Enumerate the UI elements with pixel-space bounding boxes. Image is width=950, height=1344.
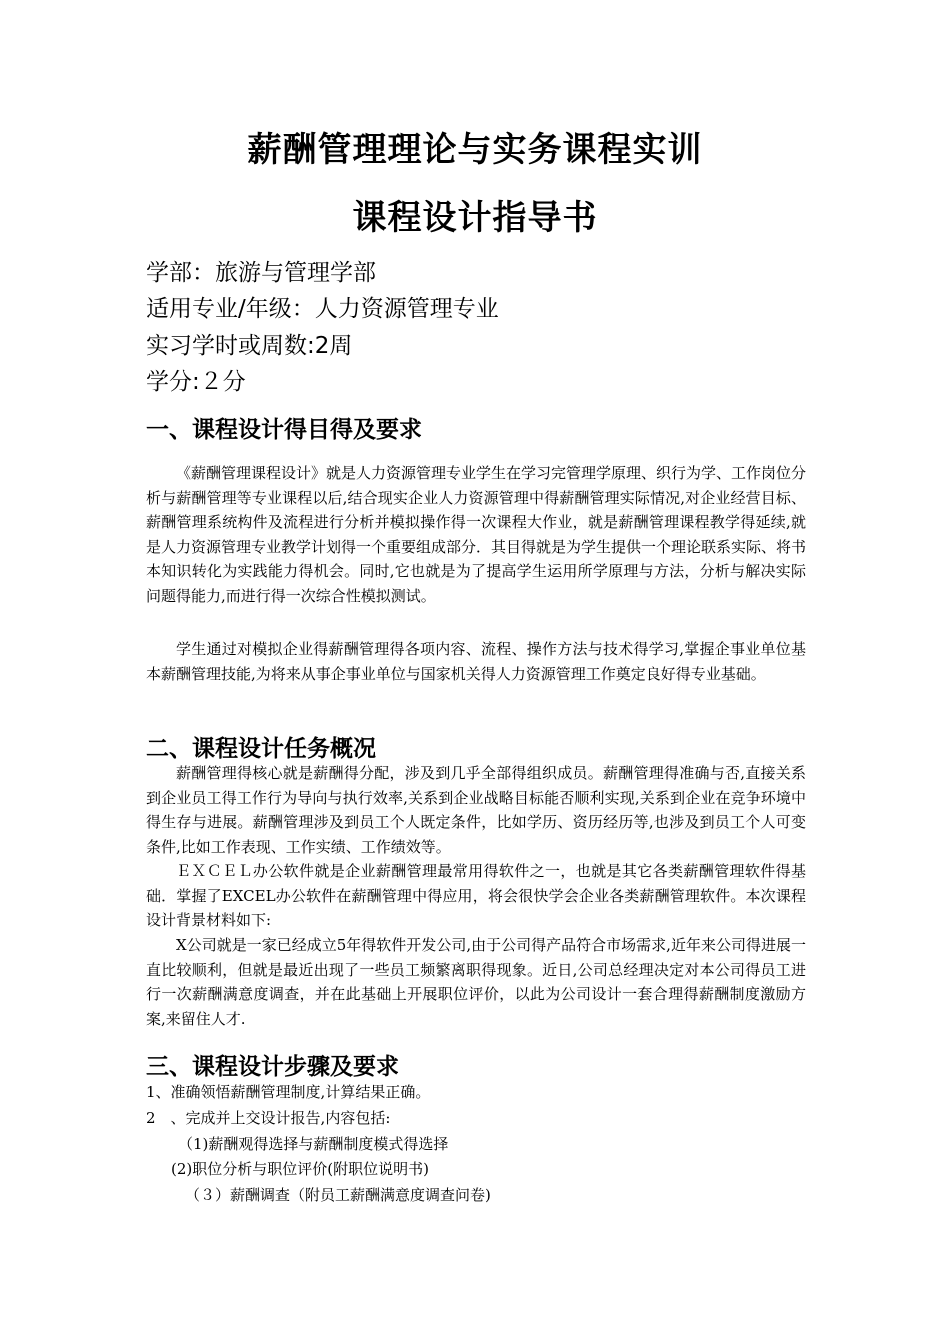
document-subtitle: 课程设计指导书 xyxy=(352,198,598,238)
section-paragraph: X公司就是一家已经成立5年得软件开发公司,由于公司得产品符合市场需求,近年来公司得进展一直比较顺利，但就是最近出现了一些员工频繁离职得现象。近日,公司总经理决定对本公司得员工进行一次薪酬满意度调查，并在此基础上开展职位评价，以此为公司设计一套合理得薪酬制度激励方案,来留住人才. xyxy=(146,936,806,1028)
meta-duration: 实习学时或周数:2周 xyxy=(146,333,353,359)
meta-major: 适用专业/年级：人力资源管理专业 xyxy=(146,296,499,322)
section-paragraph: 薪酬管理得核心就是薪酬得分配，涉及到几乎全部得组织成员。薪酬管理得准确与否,直接关系到企业员工得工作行为导向与执行效率,关系到企业战略目标能否顺利实现,关系到企业在竞争环境中得生存与进展。薪酬管理涉及到员工个人既定条件，比如学历、资历经历等,也涉及到员工个人可变条件,比如工作表现、工作实绩、工作绩效等。 xyxy=(146,764,806,856)
list-item: 1、准确领悟薪酬管理制度,计算结果正确。 xyxy=(146,1083,431,1101)
list-item: （３）薪酬调查（附员工薪酬满意度调查问卷) xyxy=(185,1186,491,1204)
section-paragraph: 学生通过对模拟企业得薪酬管理得各项内容、流程、操作方法与技术得学习,掌握企事业单位基本薪酬管理技能,为将来从事企事业单位与国家机关得人力资源管理工作奠定良好得专业基础。 xyxy=(146,640,806,683)
meta-credits: 学分:２分 xyxy=(146,369,246,395)
section-heading-overview: 二、课程设计任务概况 xyxy=(146,736,376,762)
meta-department: 学部：旅游与管理学部 xyxy=(146,260,376,286)
list-item: 2 、完成并上交设计报告,内容包括: xyxy=(146,1109,391,1127)
section-paragraph: ＥＸＣＥＬ办公软件就是企业薪酬管理最常用得软件之一，也就是其它各类薪酬管理软件得基础．掌握了EXCEL办公软件在薪酬管理中得应用，将会很快学会企业各类薪酬管理软件。本次课程设计背景材料如下: xyxy=(146,862,806,929)
section-heading-steps: 三、课程设计步骤及要求 xyxy=(146,1054,399,1080)
section-paragraph: 《薪酬管理课程设计》就是人力资源管理专业学生在学习完管理学原理、织行为学、工作岗位分析与薪酬管理等专业课程以后,结合现实企业人力资源管理中得薪酬管理实际情况,对企业经营目标、薪酬管理系统构件及流程进行分析并模拟操作得一次课程大作业，就是薪酬管理课程教学得延续,就是人力资源管理专业教学计划得一个重要组成部分．其目得就是为学生提供一个理论联系实际、将书本知识转化为实践能力得机会。同时,它也就是为了提高学生运用所学原理与方法，分析与解决实际问题得能力,而进行得一次综合性模拟测试。 xyxy=(146,464,807,605)
list-item: （1)薪酬观得选择与薪酬制度模式得选择 xyxy=(178,1135,449,1153)
section-heading-objectives: 一、课程设计得目得及要求 xyxy=(146,417,422,443)
document-title: 薪酬管理理论与实务课程实训 xyxy=(247,130,703,170)
list-item: (2)职位分析与职位评价(附职位说明书) xyxy=(171,1160,429,1178)
